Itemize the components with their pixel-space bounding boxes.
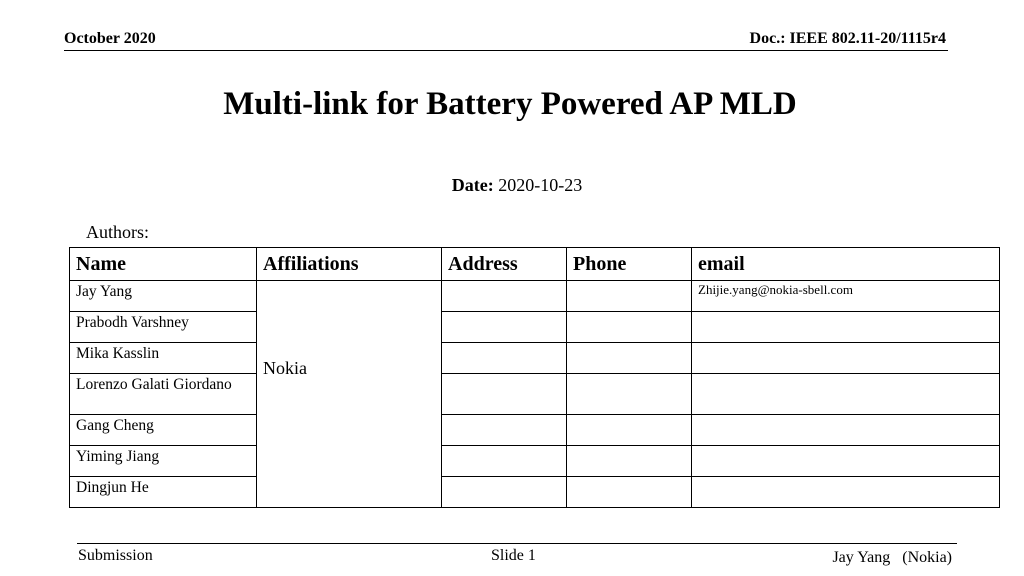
authors-table: [69, 247, 1000, 508]
author-name: Jay Yang: [70, 281, 257, 312]
address-cell: [442, 343, 567, 374]
header-divider: [64, 50, 948, 51]
address-cell: [442, 281, 567, 312]
phone-cell: [567, 374, 692, 415]
authors-label: Authors:: [86, 222, 149, 242]
col-header-email: email: [692, 248, 1000, 281]
email-cell: Zhijie.yang@nokia-sbell.com: [692, 281, 1000, 312]
header-date: October 2020: [64, 30, 156, 47]
table-row: [70, 343, 1000, 374]
address-cell: [442, 374, 567, 415]
slide-title: Multi-link for Battery Powered AP MLD: [223, 86, 797, 122]
email-cell: [692, 446, 1000, 477]
address-cell: [442, 446, 567, 477]
email-cell: [692, 477, 1000, 508]
address-cell: [442, 312, 567, 343]
phone-cell: [567, 415, 692, 446]
date-label: Date:: [451, 175, 494, 195]
col-header-affiliations: Affiliations: [257, 248, 442, 281]
col-header-address: Address: [442, 248, 567, 281]
table-row: [70, 477, 1000, 508]
author-name: Mika Kasslin: [70, 343, 257, 374]
author-name: Prabodh Varshney: [70, 312, 257, 343]
footer-submission: Submission: [78, 547, 153, 564]
address-cell: [442, 415, 567, 446]
footer-slide-number: Slide 1: [491, 547, 536, 564]
col-header-name: Name: [70, 248, 257, 281]
table-row: [70, 374, 1000, 415]
author-name: Lorenzo Galati Giordano: [70, 374, 257, 415]
footer-author: Jay Yang (Nokia): [832, 549, 952, 566]
email-cell: [692, 374, 1000, 415]
email-cell: [692, 312, 1000, 343]
date-line: [0, 175, 1024, 196]
table-row: [70, 415, 1000, 446]
header-doc-id: Doc.: IEEE 802.11-20/1115r4: [749, 30, 946, 47]
author-name: Dingjun He: [70, 477, 257, 508]
address-cell: [442, 477, 567, 508]
author-name: Yiming Jiang: [70, 446, 257, 477]
table-row: [70, 446, 1000, 477]
email-cell: [692, 343, 1000, 374]
footer-divider: [77, 543, 957, 544]
table-header-row: [70, 248, 1000, 281]
table-row: [70, 312, 1000, 343]
phone-cell: [567, 343, 692, 374]
phone-cell: [567, 446, 692, 477]
phone-cell: [567, 281, 692, 312]
phone-cell: [567, 477, 692, 508]
date-value: 2020-10-23: [498, 175, 583, 195]
col-header-phone: Phone: [567, 248, 692, 281]
email-cell: [692, 415, 1000, 446]
phone-cell: [567, 312, 692, 343]
affiliation-cell: Nokia: [257, 281, 442, 508]
table-row: [70, 281, 1000, 312]
author-name: Gang Cheng: [70, 415, 257, 446]
